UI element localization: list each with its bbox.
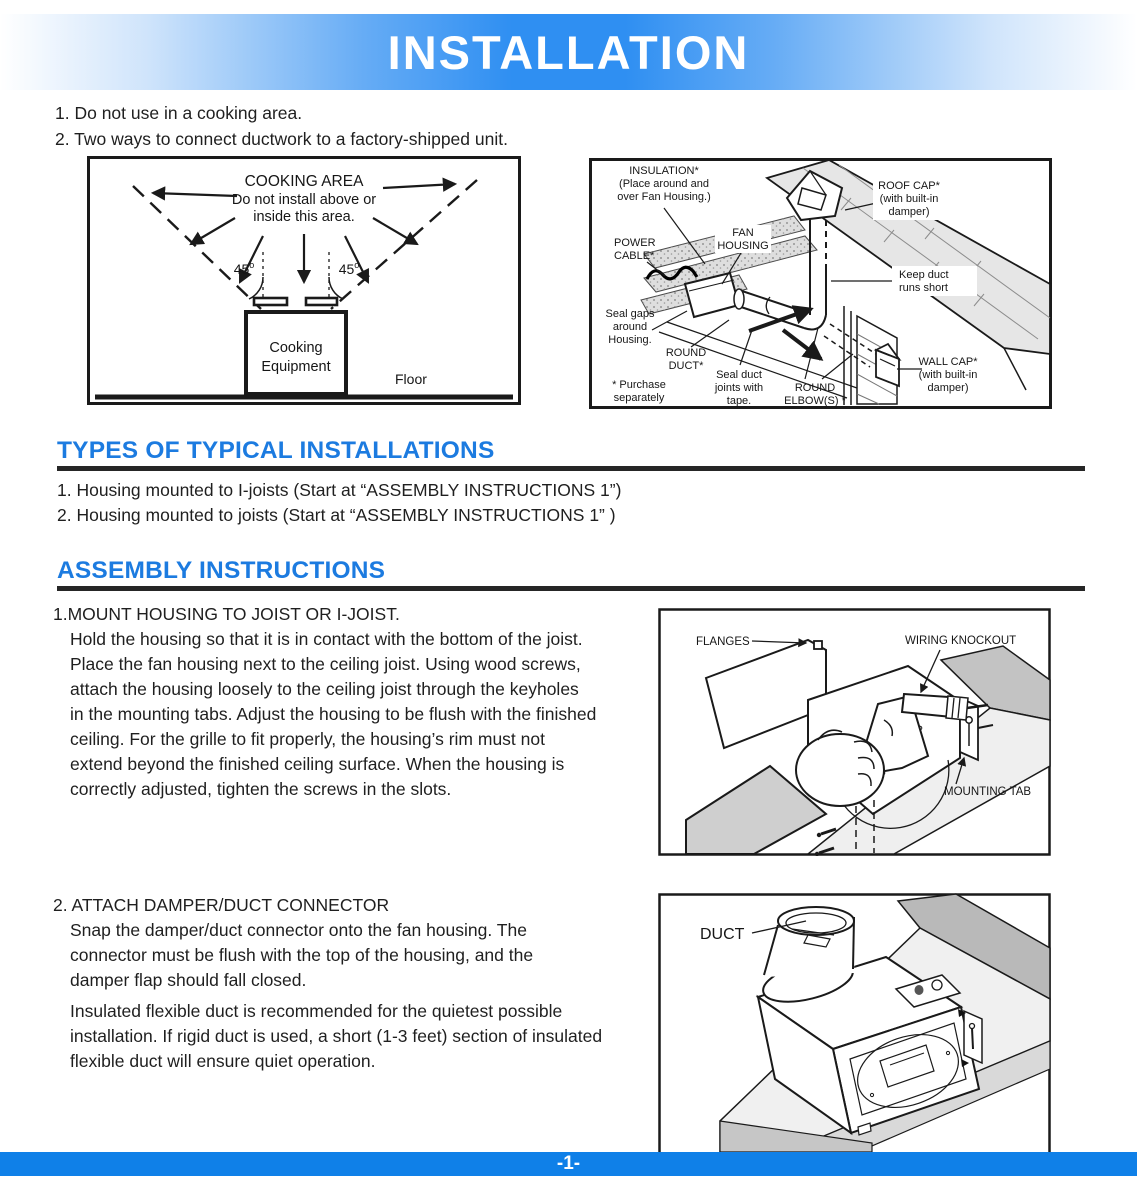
svg-text:(with built-in: (with built-in [918,369,978,381]
label-seal-joints: Seal duct [716,369,762,381]
header-banner [0,14,1137,90]
heading-divider [57,586,1085,591]
step1-line: extend beyond the finished ceiling surface. When the housing is [70,754,565,774]
label-insulation: INSULATION* [629,165,699,177]
step2-line: installation. If rigid duct is used, a short (1-3 feet) section of insulated [70,1026,603,1046]
svg-text:Housing.: Housing. [608,334,652,346]
step1-line: attach the housing loosely to the ceiling joist through the keyholes [70,679,579,699]
angle-label-right: 45$^o$ [338,260,360,277]
svg-text:damper): damper) [927,382,969,394]
heading-divider [57,466,1085,471]
label-power-cable: POWER [614,237,656,249]
label-duct: DUCT [700,926,745,943]
svg-text:HOUSING: HOUSING [717,240,769,252]
cooking-area-diagram [87,156,521,405]
label-keep-duct: Keep duct [899,269,949,281]
intro-item-2: 2. Two ways to connect ductwork to a factory-shipped unit. [55,129,508,149]
svg-text:around: around [612,321,648,333]
label-wall-cap: WALL CAP* [918,356,978,368]
label-round-duct: ROUND [665,347,707,359]
svg-text:(with built-in: (with built-in [879,193,939,205]
mount-housing-diagram [658,608,1051,856]
step1-title: 1.MOUNT HOUSING TO JOIST OR I-JOIST. [53,604,400,624]
cooking-area-title: COOKING AREA [244,173,364,190]
step1-body [70,627,596,802]
label-flanges: FLANGES [696,636,750,648]
page-number: -1- [556,1153,581,1174]
types-heading: TYPES OF TYPICAL INSTALLATIONS [57,437,495,464]
step2-line: Insulated flexible duct is recommended for the quietest possible [70,1001,563,1021]
step1-line: ceiling. For the grille to fit properly, the housing’s rim must not [70,729,545,749]
svg-text:damper): damper) [888,206,930,218]
svg-text:tape.: tape. [726,395,752,407]
step2-line: damper flap should fall closed. [70,970,307,990]
step2-line: connector must be flush with the top of the housing, and the [70,945,534,965]
label-seal-gaps: Seal gaps [605,308,655,320]
step1-line: Hold the housing so that it is in contact with the bottom of the joist. [70,629,583,649]
label-round-elbow: ROUND [794,382,836,394]
svg-text:(Place around and: (Place around and [619,178,709,190]
attic-ducting-diagram [589,158,1052,409]
intro-item-1: 1. Do not use in a cooking area. [55,103,303,123]
equipment-label-1: Cooking [269,340,323,356]
duct-connector-diagram [658,893,1051,1155]
step2-title: 2. ATTACH DAMPER/DUCT CONNECTOR [53,895,390,915]
cooking-area-subtitle2: inside this area. [253,209,355,225]
svg-text:DUCT*: DUCT* [668,360,704,372]
step1-line: correctly adjusted, tighten the screws in the slots. [70,779,452,799]
label-wiring-knockout: WIRING KNOCKOUT [905,635,1017,647]
cooking-area-subtitle1: Do not install above or [231,192,377,208]
equipment-label-2: Equipment [261,359,331,375]
label-purchase-separately: * Purchase [612,379,666,391]
step2-paragraph-2 [70,999,602,1074]
label-mounting-tab: MOUNTING TAB [944,786,1032,798]
label-roof-cap: ROOF CAP* [878,180,940,192]
svg-text:joints with: joints with [714,382,764,394]
step2-line: Snap the damper/duct connector onto the fan housing. The [70,920,527,940]
svg-text:separately: separately [613,392,665,404]
types-item-2: 2. Housing mounted to joists (Start at “ASSEMBLY INSTRUCTIONS 1” ) [57,505,616,525]
assembly-heading: ASSEMBLY INSTRUCTIONS [57,557,386,584]
label-fan-housing: FAN [732,227,754,239]
cooking-area-text [232,173,376,225]
svg-text:over Fan Housing.): over Fan Housing.) [617,191,711,203]
floor-label: Floor [395,371,427,387]
step1-line: Place the fan housing next to the ceiling joist. Using wood screws, [70,654,581,674]
step1-line: in the mounting tabs. Adjust the housing to be flush with the finished [70,704,597,724]
step2-line: flexible duct will ensure quiet operation. [70,1051,376,1071]
page-footer-bar [0,1152,1137,1176]
step2-paragraph-1 [70,918,533,993]
svg-text:runs short: runs short [899,282,948,294]
page-title: INSTALLATION [387,25,750,79]
types-item-1: 1. Housing mounted to I-joists (Start at “ASSEMBLY INSTRUCTIONS 1”) [57,480,622,500]
svg-text:CABLE*: CABLE* [614,250,655,262]
angle-label-left: 45$^o$ [233,260,255,277]
svg-text:ELBOW(S) *: ELBOW(S) * [784,395,846,407]
